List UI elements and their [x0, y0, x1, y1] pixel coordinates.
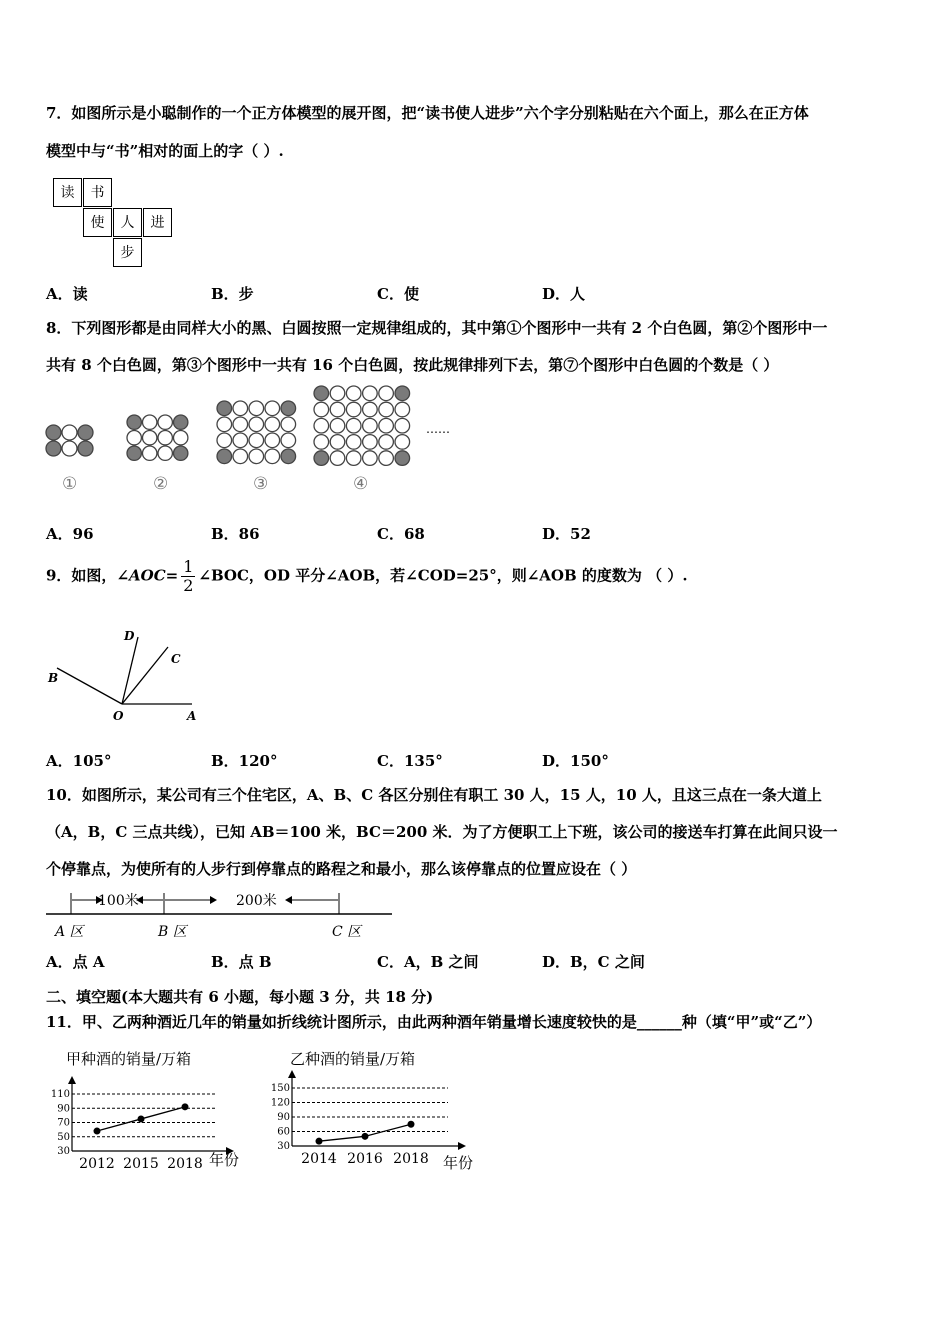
point-o-label: O	[113, 709, 124, 723]
chart-yi-title: 乙种酒的销量/万箱	[290, 1050, 416, 1068]
chart-yi-xlabel: 年份	[443, 1154, 474, 1172]
q9-option-c[interactable]: C．135°	[377, 752, 443, 770]
x-tick-label: 2018	[393, 1151, 429, 1167]
pattern-label-3: ③	[253, 474, 269, 494]
x-tick-label: 2018	[167, 1156, 203, 1172]
net-face-ren: 人	[113, 208, 142, 237]
q9-frac-den: 2	[183, 576, 194, 595]
section-2-heading: 二、填空题(本大题共有 6 小题，每小题 3 分，共 18 分)	[46, 988, 434, 1006]
point-d-label: D	[124, 629, 135, 643]
q9-angle-aoc: ∠AOC=	[116, 566, 179, 585]
net-face-bu: 步	[113, 238, 142, 267]
y-tick-label: 30	[57, 1146, 70, 1157]
q10-option-b[interactable]: B．点 B	[211, 953, 272, 971]
net-face-du: 读	[53, 178, 82, 207]
x-tick-label: 2015	[123, 1156, 159, 1172]
pattern-label-1: ①	[62, 474, 78, 494]
chart-jia-xlabel: 年份	[209, 1151, 240, 1169]
q8-option-c[interactable]: C．68	[377, 525, 425, 543]
q7-option-a[interactable]: A．读	[46, 285, 88, 303]
zone-a-label: A 区	[55, 924, 84, 940]
net-face-shu: 书	[83, 178, 112, 207]
y-tick-label: 70	[57, 1117, 70, 1129]
zone-b-label: B 区	[158, 924, 187, 940]
q10-option-c[interactable]: C．A，B 之间	[377, 953, 479, 971]
data-point	[316, 1138, 323, 1145]
q11-line-1: 11．甲、乙两种酒近几年的销量如折线统计图所示，由此两种酒年销量增长速度较快的是______种（填“甲”或“乙”）	[46, 1013, 822, 1031]
data-point	[408, 1121, 415, 1128]
chart-jia-title: 甲种酒的销量/万箱	[66, 1050, 192, 1068]
y-axis-arrow	[288, 1070, 296, 1078]
q7-option-d[interactable]: D．人	[542, 285, 586, 303]
q7-line-2: 模型中与“书”相对的面上的字（ ）.	[46, 142, 284, 160]
net-face-shi: 使	[83, 208, 112, 237]
y-tick-label: 60	[277, 1126, 290, 1138]
pattern-label-4: ④	[353, 474, 369, 494]
arrowhead-bc-right	[210, 896, 217, 904]
q8-option-a[interactable]: A．96	[46, 525, 94, 543]
x-tick-label: 2014	[301, 1151, 337, 1167]
chart-yi	[268, 1044, 488, 1174]
pattern-label-2: ②	[153, 474, 169, 494]
point-b-label: B	[48, 671, 59, 685]
data-point	[138, 1115, 145, 1122]
y-tick-label: 90	[277, 1112, 290, 1123]
q10-option-a[interactable]: A．点 A	[46, 953, 105, 971]
y-tick-label: 110	[50, 1089, 70, 1100]
q9-option-d[interactable]: D．150°	[542, 752, 609, 770]
chart-jia	[46, 1044, 256, 1174]
q8-line-1: 8．下列图形都是由同样大小的黑、白圆按照一定规律组成的，其中第①个图形中一共有 2 个白色圆，第②个图形中一	[46, 319, 828, 337]
net-face-jin: 进	[143, 208, 172, 237]
x-tick-label: 2016	[347, 1151, 383, 1167]
data-point	[94, 1128, 101, 1135]
y-axis-arrow	[68, 1076, 76, 1084]
q8-option-b[interactable]: B．86	[211, 525, 260, 543]
y-tick-label: 120	[270, 1097, 290, 1109]
q10-line-1: 10．如图所示，某公司有三个住宅区，A、B、C 各区分别住有职工 30 人，15 人，10 人，且这三点在一条大道上	[46, 786, 822, 804]
q10-option-d[interactable]: D．B，C 之间	[542, 953, 645, 971]
q10-line-2: （A，B，C 三点共线），已知 AB＝100 米，BC＝200 米．为了方便职工上下班，该公司的接送车打算在此间只设一	[46, 823, 838, 841]
q7-option-b[interactable]: B．步	[211, 285, 254, 303]
q9-frac-num: 1	[183, 557, 194, 576]
zone-c-label: C 区	[332, 924, 362, 940]
q8-line-2: 共有 8 个白色圆，第③个图形中一共有 16 个白色圆，按此规律排列下去，第⑦个图形中白色圆的个数是（ ）	[46, 356, 779, 374]
pattern-ellipsis: ……	[426, 422, 450, 436]
point-a-label: A	[187, 709, 197, 723]
point-c-label: C	[171, 652, 181, 666]
q7-option-c[interactable]: C．使	[377, 285, 419, 303]
y-tick-label: 90	[57, 1103, 70, 1115]
data-point	[182, 1103, 189, 1110]
y-tick-label: 50	[57, 1131, 70, 1143]
y-tick-label: 150	[270, 1083, 290, 1094]
data-point	[362, 1133, 369, 1140]
q10-line-3: 个停靠点，为使所有的人步行到停靠点的路程之和最小，那么该停靠点的位置应设在（ ）	[46, 860, 637, 878]
distance-bc-label: 200米	[236, 893, 277, 909]
q9-option-a[interactable]: A．105°	[46, 752, 112, 770]
q8-option-d[interactable]: D．52	[542, 525, 591, 543]
x-tick-label: 2012	[79, 1156, 115, 1172]
y-tick-label: 30	[277, 1141, 290, 1152]
distance-ab-label: 100米	[98, 893, 139, 909]
x-axis-arrow	[458, 1142, 466, 1150]
q9-rest: ∠BOC，OD 平分∠AOB，若∠COD=25°，则∠AOB 的度数为 （ ）.	[198, 566, 688, 585]
q7-line-1: 7．如图所示是小聪制作的一个正方体模型的展开图，把“读书使人进步”六个字分别粘贴在六个面上，那么在正方体	[46, 104, 809, 122]
q9-prefix: 9．如图，	[46, 566, 117, 585]
arrowhead-bc-left	[285, 896, 292, 904]
q9-option-b[interactable]: B．120°	[211, 752, 278, 770]
